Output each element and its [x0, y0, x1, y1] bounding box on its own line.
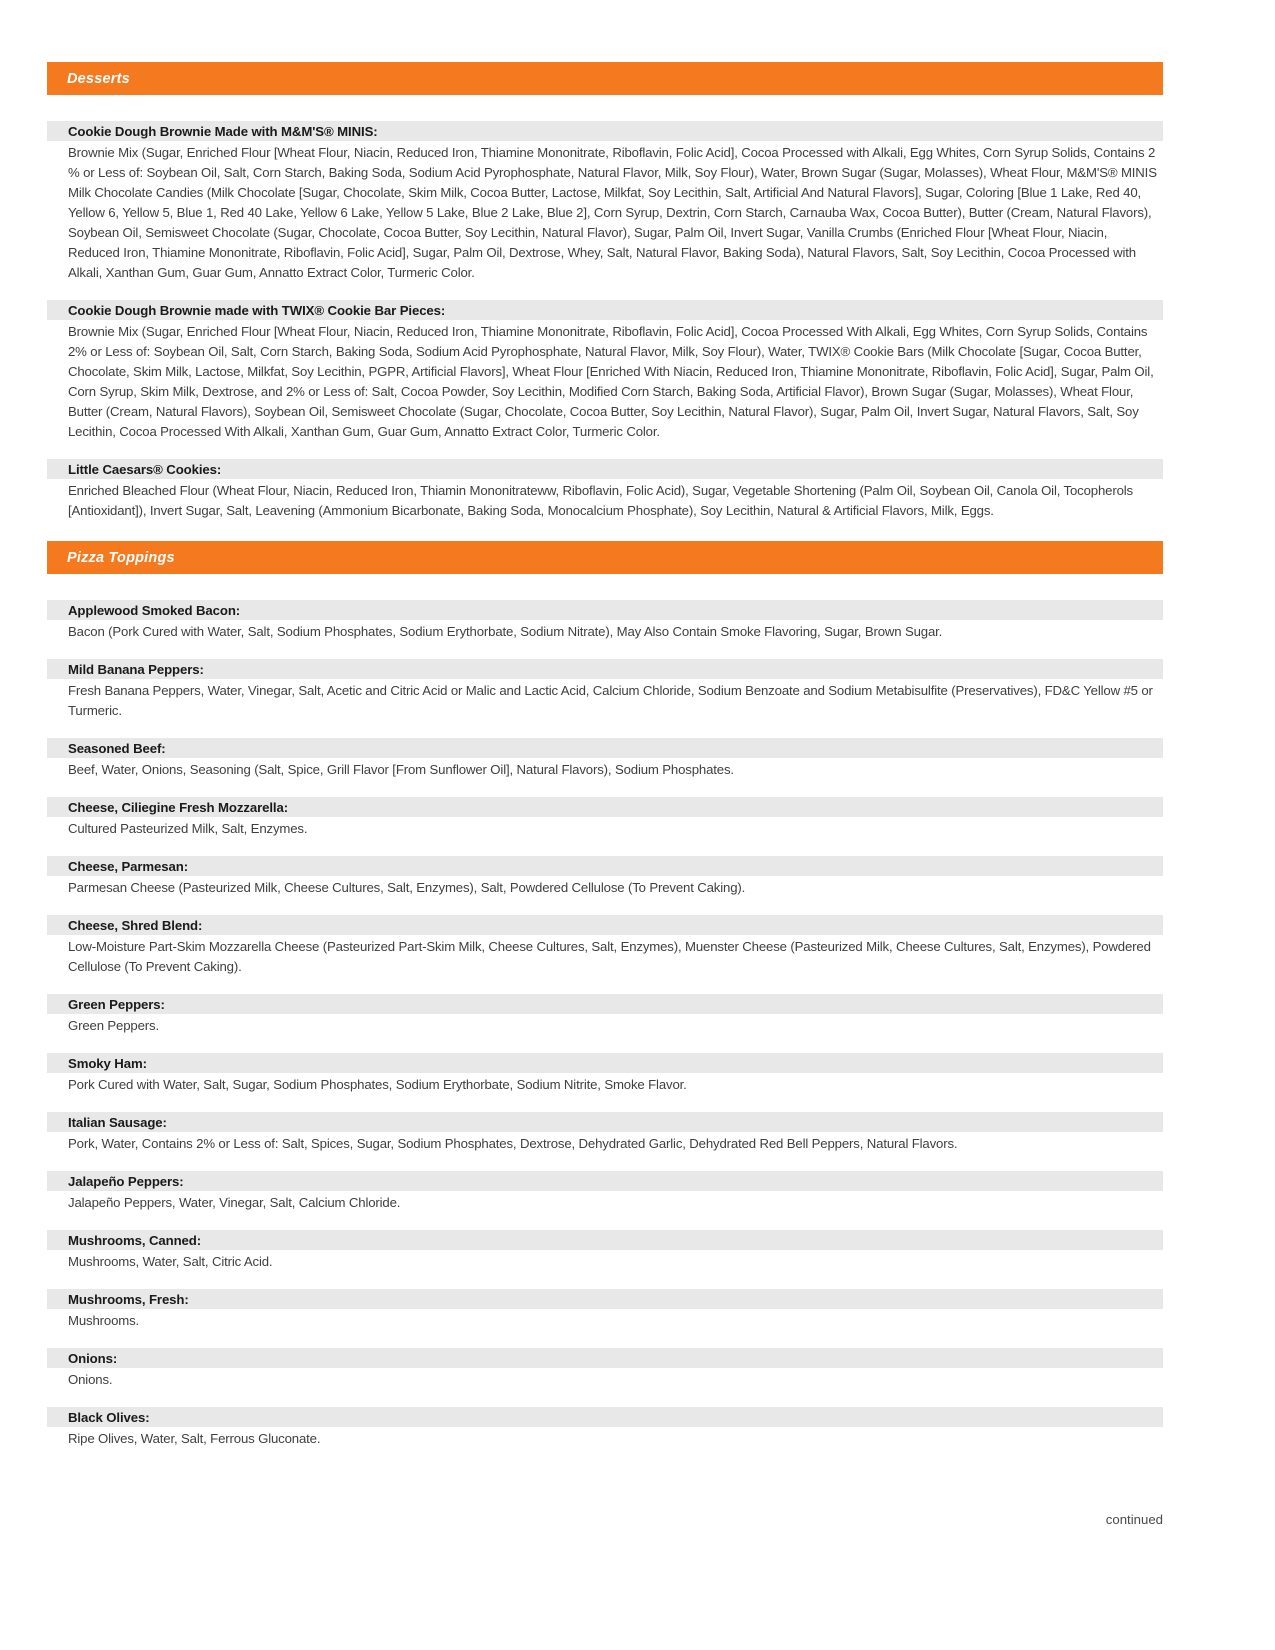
ingredient-item-name: Smoky Ham: — [68, 1055, 147, 1071]
ingredient-item-text: Low-Moisture Part-Skim Mozzarella Cheese (Pasteurized Part-Skim Milk, Cheese Cultures, Salt, Enzymes), Muenster Cheese (Pasteurized Milk, Cheese Cultures, Salt, Enzymes), Powdered Cellulose (To Prevent Caking). — [68, 939, 1151, 974]
ingredient-item-header-bar — [47, 459, 1163, 479]
ingredient-item — [47, 1053, 1163, 1095]
ingredient-item — [47, 300, 1163, 442]
ingredients-section — [47, 62, 1163, 521]
ingredient-item-name: Cheese, Ciliegine Fresh Mozzarella: — [68, 799, 289, 815]
ingredient-item-name: Onions: — [68, 1350, 118, 1366]
ingredient-item-name: Cheese, Parmesan: — [68, 858, 188, 874]
ingredient-item — [47, 994, 1163, 1036]
ingredient-item-name: Jalapeño Peppers: — [68, 1173, 184, 1189]
ingredient-item — [47, 1112, 1163, 1154]
ingredient-item-text: Pork, Water, Contains 2% or Less of: Salt, Spices, Sugar, Sodium Phosphates, Dextrose, Dehydrated Garlic, Dehydrated Red Bell Peppers, Natural Flavors. — [68, 1136, 958, 1151]
ingredient-item-text: Bacon (Pork Cured with Water, Salt, Sodium Phosphates, Sodium Erythorbate, Sodium Nitrate), May Also Contain Smoke Flavoring, Sugar, Brown Sugar. — [68, 624, 943, 639]
ingredient-item — [47, 738, 1163, 780]
ingredient-item-header-bar — [47, 1230, 1163, 1250]
ingredient-item-name: Applewood Smoked Bacon: — [68, 602, 241, 618]
ingredient-item-name: Green Peppers: — [68, 996, 165, 1012]
ingredient-item — [47, 659, 1163, 721]
ingredient-item-header-bar — [47, 797, 1163, 817]
ingredient-item-text: Mushrooms. — [68, 1313, 140, 1328]
ingredient-item-header-bar — [47, 300, 1163, 320]
ingredient-item — [47, 121, 1163, 283]
ingredient-item-header-bar — [47, 1171, 1163, 1191]
ingredient-item — [47, 600, 1163, 642]
ingredient-item-name: Mushrooms, Canned: — [68, 1232, 202, 1248]
ingredient-item-text: Parmesan Cheese (Pasteurized Milk, Cheese Cultures, Salt, Enzymes), Salt, Powdered Cellulose (To Prevent Caking). — [68, 880, 746, 895]
ingredient-item — [47, 797, 1163, 839]
ingredient-item-header-bar — [47, 659, 1163, 679]
ingredient-item-text: Ripe Olives, Water, Salt, Ferrous Gluconate. — [68, 1431, 321, 1446]
ingredient-item-header-bar — [47, 1053, 1163, 1073]
ingredient-item-text: Brownie Mix (Sugar, Enriched Flour [Wheat Flour, Niacin, Reduced Iron, Thiamine Mononitrate, Riboflavin, Folic Acid], Cocoa Processed with Alkali, Egg Whites, Corn Syrup Solids, Contains 2 % or Less of: Soybean Oil, Salt, Corn Starch, Baking Soda, Sodium Acid Pyrophosphate, Natural Flavor, Milk, Soy Flour), Water, Brown Sugar (Sugar, Molasses), Wheat Flour, M&M'S® MINIS Milk Chocolate Candies (Milk Chocolate [Sugar, Chocolate, Skim Milk, Cocoa Butter, Lactose, Milkfat, Soy Lecithin, Salt, Artificial And Natural Flavors], Sugar, Coloring [Blue 1 Lake, Red 40, Yellow 6, Yellow 5, Blue 1, Red 40 Lake, Yellow 6 Lake, Yellow 5 Lake, Blue 2 Lake, Blue 2], Corn Syrup, Dextrin, Corn Starch, Carnauba Wax, Cocoa Butter), Butter (Cream, Natural Flavors), Soybean Oil, Semisweet Chocolate (Sugar, Chocolate, Cocoa Butter, Soy Lecithin, Natural Flavor), Sugar, Palm Oil, Invert Sugar, Vanilla Crumbs (Enriched Flour [Wheat Flour, Niacin, Reduced Iron, Thiamine Mononitrate, Riboflavin, Folic Acid], Sugar, Palm Oil, Dextrose, Whey, Salt, Natural Flavor, Baking Soda), Natural Flavors, Salt, Soy Lecithin, Cocoa Processed with Alkali, Xanthan Gum, Guar Gum, Annatto Extract Color, Turmeric Color. — [68, 145, 1157, 280]
ingredient-item — [47, 915, 1163, 977]
ingredient-item-name: Seasoned Beef: — [68, 740, 166, 756]
ingredient-item-name: Mushrooms, Fresh: — [68, 1291, 189, 1307]
ingredient-item-header-bar — [47, 600, 1163, 620]
ingredient-item-header-bar — [47, 1348, 1163, 1368]
ingredient-item-header-bar — [47, 1407, 1163, 1427]
section-title: Pizza Toppings — [67, 549, 175, 566]
continued-label: continued — [1105, 1512, 1163, 1527]
ingredients-section — [47, 541, 1163, 1449]
ingredient-item-text: Enriched Bleached Flour (Wheat Flour, Niacin, Reduced Iron, Thiamin Mononitrateww, Riboflavin, Folic Acid), Sugar, Vegetable Shortening (Palm Oil, Soybean Oil, Canola Oil, Tocopherols [Antioxidant]), Invert Sugar, Salt, Leavening (Ammonium Bicarbonate, Baking Soda, Monocalcium Phosphate), Soy Lecithin, Natural & Artificial Flavors, Milk, Eggs. — [68, 483, 1133, 518]
ingredient-item-name: Cookie Dough Brownie Made with M&M'S® MINIS: — [68, 123, 378, 139]
ingredient-item-header-bar — [47, 121, 1163, 141]
ingredient-item-text: Cultured Pasteurized Milk, Salt, Enzymes. — [68, 821, 308, 836]
ingredient-item-name: Mild Banana Peppers: — [68, 661, 204, 677]
ingredient-item-name: Black Olives: — [68, 1409, 150, 1425]
ingredient-item-header-bar — [47, 1112, 1163, 1132]
section-items — [47, 121, 1163, 521]
section-items — [47, 600, 1163, 1449]
section-header-bar — [47, 62, 1163, 95]
ingredient-item-header-bar — [47, 1289, 1163, 1309]
ingredient-item-text: Green Peppers. — [68, 1018, 159, 1033]
ingredient-item-header-bar — [47, 915, 1163, 935]
ingredient-item-text: Mushrooms, Water, Salt, Citric Acid. — [68, 1254, 273, 1269]
ingredient-item-text: Pork Cured with Water, Salt, Sugar, Sodium Phosphates, Sodium Erythorbate, Sodium Nitrite, Smoke Flavor. — [68, 1077, 687, 1092]
ingredient-item-name: Little Caesars® Cookies: — [68, 461, 222, 477]
ingredient-item-header-bar — [47, 994, 1163, 1014]
ingredient-item-text: Fresh Banana Peppers, Water, Vinegar, Salt, Acetic and Citric Acid or Malic and Lactic Acid, Calcium Chloride, Sodium Benzoate and Sodium Metabisulfite (Preservatives), FD&C Yellow #5 or Turmeric. — [68, 683, 1153, 718]
ingredient-item — [47, 459, 1163, 521]
ingredient-item-text: Jalapeño Peppers, Water, Vinegar, Salt, Calcium Chloride. — [68, 1195, 401, 1210]
ingredient-item-text: Onions. — [68, 1372, 113, 1387]
ingredient-item — [47, 856, 1163, 898]
ingredient-item-text: Beef, Water, Onions, Seasoning (Salt, Spice, Grill Flavor [From Sunflower Oil], Natural Flavors), Sodium Phosphates. — [68, 762, 734, 777]
ingredient-item-header-bar — [47, 738, 1163, 758]
section-title: Desserts — [67, 70, 130, 87]
ingredient-item-name: Cookie Dough Brownie made with TWIX® Cookie Bar Pieces: — [68, 302, 446, 318]
ingredient-item — [47, 1407, 1163, 1449]
ingredient-item — [47, 1230, 1163, 1272]
ingredient-item — [47, 1289, 1163, 1331]
ingredient-item-header-bar — [47, 856, 1163, 876]
section-header-bar — [47, 541, 1163, 574]
ingredient-item-name: Italian Sausage: — [68, 1114, 167, 1130]
ingredient-item-text: Brownie Mix (Sugar, Enriched Flour [Wheat Flour, Niacin, Reduced Iron, Thiamine Mononitrate, Riboflavin, Folic Acid], Cocoa Processed With Alkali, Egg Whites, Corn Syrup Solids, Contains 2% or Less of: Soybean Oil, Salt, Corn Starch, Baking Soda, Sodium Acid Pyrophosphate, Natural Flavor, Milk, Soy Flour), Water, TWIX® Cookie Bars (Milk Chocolate [Sugar, Cocoa Butter, Chocolate, Skim Milk, Lactose, Milkfat, Soy Lecithin, PGPR, Artificial Flavors], Wheat Flour [Enriched With Niacin, Reduced Iron, Thiamine Mononitrate, Riboflavin, Folic Acid], Sugar, Palm Oil, Corn Syrup, Skim Milk, Dextrose, and 2% or Less of: Salt, Cocoa Powder, Soy Lecithin, Modified Corn Starch, Baking Soda, Artificial Flavor), Brown Sugar (Sugar, Molasses), Wheat Flour, Butter (Cream, Natural Flavors), Soybean Oil, Semisweet Chocolate (Sugar, Chocolate, Cocoa Butter, Soy Lecithin, Natural Flavor), Sugar, Palm Oil, Invert Sugar, Natural Flavors, Salt, Soy Lecithin, Cocoa Processed With Alkali, Xanthan Gum, Guar Gum, Annatto Extract Color, Turmeric Color. — [68, 324, 1154, 439]
ingredient-item — [47, 1348, 1163, 1390]
ingredient-item-name: Cheese, Shred Blend: — [68, 917, 203, 933]
ingredient-item — [47, 1171, 1163, 1213]
